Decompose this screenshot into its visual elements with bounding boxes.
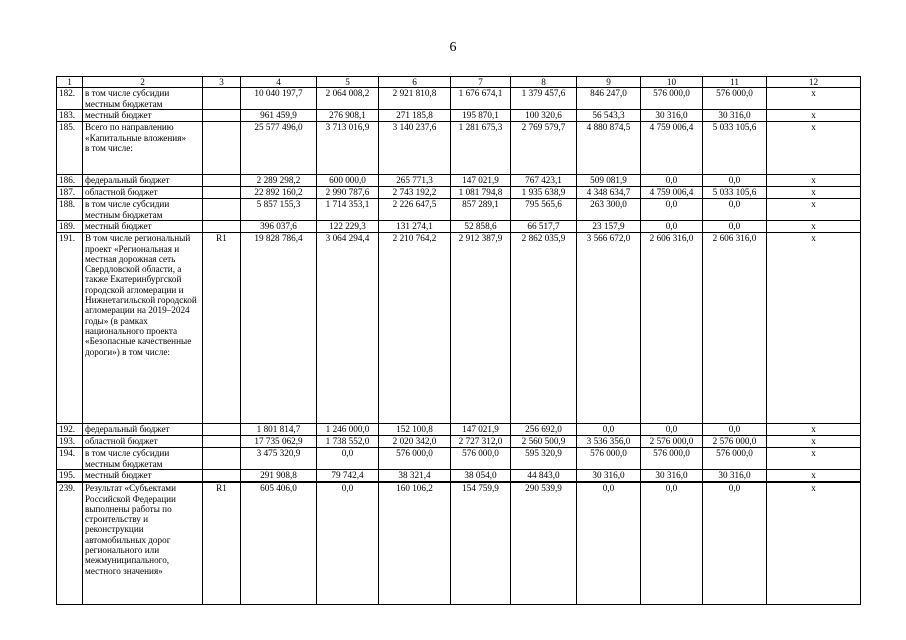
row-value: 152 100,8 <box>379 424 451 436</box>
row-number: 189. <box>57 221 83 233</box>
row-value: 857 289,1 <box>451 199 511 221</box>
row-value: 1 246 000,0 <box>317 424 379 436</box>
header-cell: 1 <box>57 77 83 88</box>
row-number: 195. <box>57 470 83 483</box>
row-value: 38 054,0 <box>451 470 511 483</box>
row-value: x <box>767 199 861 221</box>
row-value: x <box>767 424 861 436</box>
row-value: x <box>767 221 861 233</box>
table-row <box>57 187 861 199</box>
row-value: 30 316,0 <box>641 470 703 483</box>
row-label: местный бюджет <box>83 110 203 122</box>
row-label: Результат «Субъектами Российской Федерации выполнены работы по строительству и реконструкции автомобильных дорог регионального или межмуниципального, местного значения» <box>83 482 203 605</box>
row-value: 23 157,9 <box>577 221 641 233</box>
row-value: 30 316,0 <box>577 470 641 483</box>
row-value: 1 281 675,3 <box>451 122 511 175</box>
row-label: в том числе субсидии местным бюджетам <box>83 448 203 470</box>
row-value: 0,0 <box>577 424 641 436</box>
row-value: 4 759 006,4 <box>641 122 703 175</box>
row-value: 0,0 <box>703 199 767 221</box>
row-value: 2 064 008,2 <box>317 88 379 110</box>
row-value: 576 000,0 <box>379 448 451 470</box>
row-value: 2 921 810,8 <box>379 88 451 110</box>
header-cell: 10 <box>641 77 703 88</box>
row-value: 291 908,8 <box>241 470 317 483</box>
row-value <box>203 221 241 233</box>
row-number: 188. <box>57 199 83 221</box>
row-value: 4 880 874,5 <box>577 122 641 175</box>
row-value: 576 000,0 <box>703 448 767 470</box>
row-value: 767 423,1 <box>511 175 577 187</box>
table-row <box>57 448 861 470</box>
row-value: 10 040 197,7 <box>241 88 317 110</box>
row-value: 5 033 105,6 <box>703 187 767 199</box>
row-number: 185. <box>57 122 83 175</box>
row-number: 187. <box>57 187 83 199</box>
header-cell: 8 <box>511 77 577 88</box>
row-value: 1 676 674,1 <box>451 88 511 110</box>
row-value: 2 769 579,7 <box>511 122 577 175</box>
row-value: 30 316,0 <box>641 110 703 122</box>
row-value: 44 843,0 <box>511 470 577 483</box>
row-value: 3 566 672,0 <box>577 233 641 424</box>
row-value: 5 033 105,6 <box>703 122 767 175</box>
row-value <box>203 424 241 436</box>
row-value: 276 908,1 <box>317 110 379 122</box>
row-value: 100 320,6 <box>511 110 577 122</box>
row-value: 263 300,0 <box>577 199 641 221</box>
table-row <box>57 122 861 175</box>
row-value: 271 185,8 <box>379 110 451 122</box>
row-label: Всего по направлению «Капитальные вложения» в том числе: <box>83 122 203 175</box>
header-cell: 4 <box>241 77 317 88</box>
header-cell: 2 <box>83 77 203 88</box>
header-cell: 7 <box>451 77 511 88</box>
row-value: 0,0 <box>703 482 767 605</box>
table-row <box>57 199 861 221</box>
row-value: x <box>767 88 861 110</box>
header-cell: 12 <box>767 77 861 88</box>
row-value <box>203 110 241 122</box>
row-label: В том числе региональный проект «Региональная и местная дорожная сеть Свердловской области, а также Екатеринбургской городской агломерации и Нижнетагильской городской агломерации на 2019–2024 годы» (в рамках национального проекта «Безопасные качественные дороги») в том числе: <box>83 233 203 424</box>
row-value: 30 316,0 <box>703 110 767 122</box>
row-value: x <box>767 233 861 424</box>
table-row <box>57 436 861 448</box>
row-value: 1 738 552,0 <box>317 436 379 448</box>
row-value: x <box>767 187 861 199</box>
row-value: 3 713 016,9 <box>317 122 379 175</box>
row-value: 5 857 155,3 <box>241 199 317 221</box>
row-value: 961 459,9 <box>241 110 317 122</box>
row-value: 265 771,3 <box>379 175 451 187</box>
row-number: 193. <box>57 436 83 448</box>
row-label: в том числе субсидии местным бюджетам <box>83 88 203 110</box>
row-value: 3 140 237,6 <box>379 122 451 175</box>
row-value: 1 379 457,6 <box>511 88 577 110</box>
row-number: 194. <box>57 448 83 470</box>
table-row <box>57 88 861 110</box>
row-value <box>203 199 241 221</box>
row-value: 0,0 <box>317 482 379 605</box>
header-cell: 3 <box>203 77 241 88</box>
row-value: 2 226 647,5 <box>379 199 451 221</box>
row-value <box>203 448 241 470</box>
row-value: x <box>767 436 861 448</box>
row-value: x <box>767 470 861 483</box>
row-value: 600 000,0 <box>317 175 379 187</box>
header-cell: 6 <box>379 77 451 88</box>
row-value: 2 862 035,9 <box>511 233 577 424</box>
row-number: 182. <box>57 88 83 110</box>
table-row <box>57 482 861 605</box>
row-label: федеральный бюджет <box>83 424 203 436</box>
row-value: 122 229,3 <box>317 221 379 233</box>
row-value: 3 064 294,4 <box>317 233 379 424</box>
row-number: 192. <box>57 424 83 436</box>
row-value: 3 475 320,9 <box>241 448 317 470</box>
row-value: 2 020 342,0 <box>379 436 451 448</box>
row-value: 30 316,0 <box>703 470 767 483</box>
row-label: местный бюджет <box>83 221 203 233</box>
row-label: федеральный бюджет <box>83 175 203 187</box>
row-value: 147 021,9 <box>451 175 511 187</box>
row-value: 147 021,9 <box>451 424 511 436</box>
row-value: 576 000,0 <box>703 88 767 110</box>
row-value: 256 692,0 <box>511 424 577 436</box>
page-number: 6 <box>449 40 457 55</box>
row-value <box>203 175 241 187</box>
header-cell: 9 <box>577 77 641 88</box>
header-cell: 11 <box>703 77 767 88</box>
row-value: 0,0 <box>577 482 641 605</box>
row-value: 1 801 814,7 <box>241 424 317 436</box>
row-number: 239. <box>57 482 83 605</box>
row-label: местный бюджет <box>83 470 203 483</box>
row-value: 1 081 794,8 <box>451 187 511 199</box>
row-value: 154 759,9 <box>451 482 511 605</box>
row-value: 2 606 316,0 <box>703 233 767 424</box>
row-value: 2 606 316,0 <box>641 233 703 424</box>
row-number: 191. <box>57 233 83 424</box>
row-value: x <box>767 448 861 470</box>
row-value: 576 000,0 <box>641 448 703 470</box>
row-value: 396 037,6 <box>241 221 317 233</box>
row-label: областной бюджет <box>83 436 203 448</box>
row-number: 186. <box>57 175 83 187</box>
header-cell: 5 <box>317 77 379 88</box>
row-value: 1 714 353,1 <box>317 199 379 221</box>
row-value: x <box>767 482 861 605</box>
row-value: x <box>767 110 861 122</box>
row-value: 4 348 634,7 <box>577 187 641 199</box>
row-value: 576 000,0 <box>641 88 703 110</box>
header-row <box>57 77 861 88</box>
row-value: 846 247,0 <box>577 88 641 110</box>
row-value: x <box>767 175 861 187</box>
row-value: 66 517,7 <box>511 221 577 233</box>
row-value: 3 536 356,0 <box>577 436 641 448</box>
row-value: 2 727 312,0 <box>451 436 511 448</box>
row-value: 0,0 <box>641 175 703 187</box>
row-value: 576 000,0 <box>577 448 641 470</box>
row-value: 290 539,9 <box>511 482 577 605</box>
row-value: 22 892 160,2 <box>241 187 317 199</box>
row-value: 2 210 764,2 <box>379 233 451 424</box>
row-value: 2 576 000,0 <box>703 436 767 448</box>
row-value: 160 106,2 <box>379 482 451 605</box>
row-value: 0,0 <box>641 199 703 221</box>
row-value: 25 577 496,0 <box>241 122 317 175</box>
row-value: 2 990 787,6 <box>317 187 379 199</box>
row-value: 2 743 192,2 <box>379 187 451 199</box>
row-value: 1 935 638,9 <box>511 187 577 199</box>
row-value: 38 321,4 <box>379 470 451 483</box>
row-value: 0,0 <box>317 448 379 470</box>
row-value: 131 274,1 <box>379 221 451 233</box>
row-number: 183. <box>57 110 83 122</box>
row-value <box>203 187 241 199</box>
row-value: 52 858,6 <box>451 221 511 233</box>
table-row <box>57 175 861 187</box>
row-value: 0,0 <box>641 482 703 605</box>
row-value: 79 742,4 <box>317 470 379 483</box>
row-value: 0,0 <box>703 424 767 436</box>
row-value <box>203 88 241 110</box>
row-value <box>203 122 241 175</box>
row-value: 195 870,1 <box>451 110 511 122</box>
budget-table <box>56 76 861 605</box>
row-value <box>203 436 241 448</box>
row-value: 2 912 387,9 <box>451 233 511 424</box>
row-value: 0,0 <box>703 175 767 187</box>
row-value: 0,0 <box>641 424 703 436</box>
row-value: 605 406,0 <box>241 482 317 605</box>
row-value: 2 576 000,0 <box>641 436 703 448</box>
row-value: 56 543,3 <box>577 110 641 122</box>
row-value: 509 081,9 <box>577 175 641 187</box>
row-value: 576 000,0 <box>451 448 511 470</box>
table-row <box>57 233 861 424</box>
row-value: 2 560 500,9 <box>511 436 577 448</box>
row-value: 4 759 006,4 <box>641 187 703 199</box>
table-row <box>57 470 861 483</box>
row-value: 17 735 062,9 <box>241 436 317 448</box>
row-value: R1 <box>203 233 241 424</box>
table-row <box>57 221 861 233</box>
row-value: 2 289 298,2 <box>241 175 317 187</box>
row-value: 595 320,9 <box>511 448 577 470</box>
table-row <box>57 110 861 122</box>
row-value: 0,0 <box>703 221 767 233</box>
row-value: R1 <box>203 482 241 605</box>
row-label: областной бюджет <box>83 187 203 199</box>
row-value: 19 828 786,4 <box>241 233 317 424</box>
row-value: 0,0 <box>641 221 703 233</box>
row-value: x <box>767 122 861 175</box>
row-label: в том числе субсидии местным бюджетам <box>83 199 203 221</box>
table-row <box>57 424 861 436</box>
row-value <box>203 470 241 483</box>
row-value: 795 565,6 <box>511 199 577 221</box>
